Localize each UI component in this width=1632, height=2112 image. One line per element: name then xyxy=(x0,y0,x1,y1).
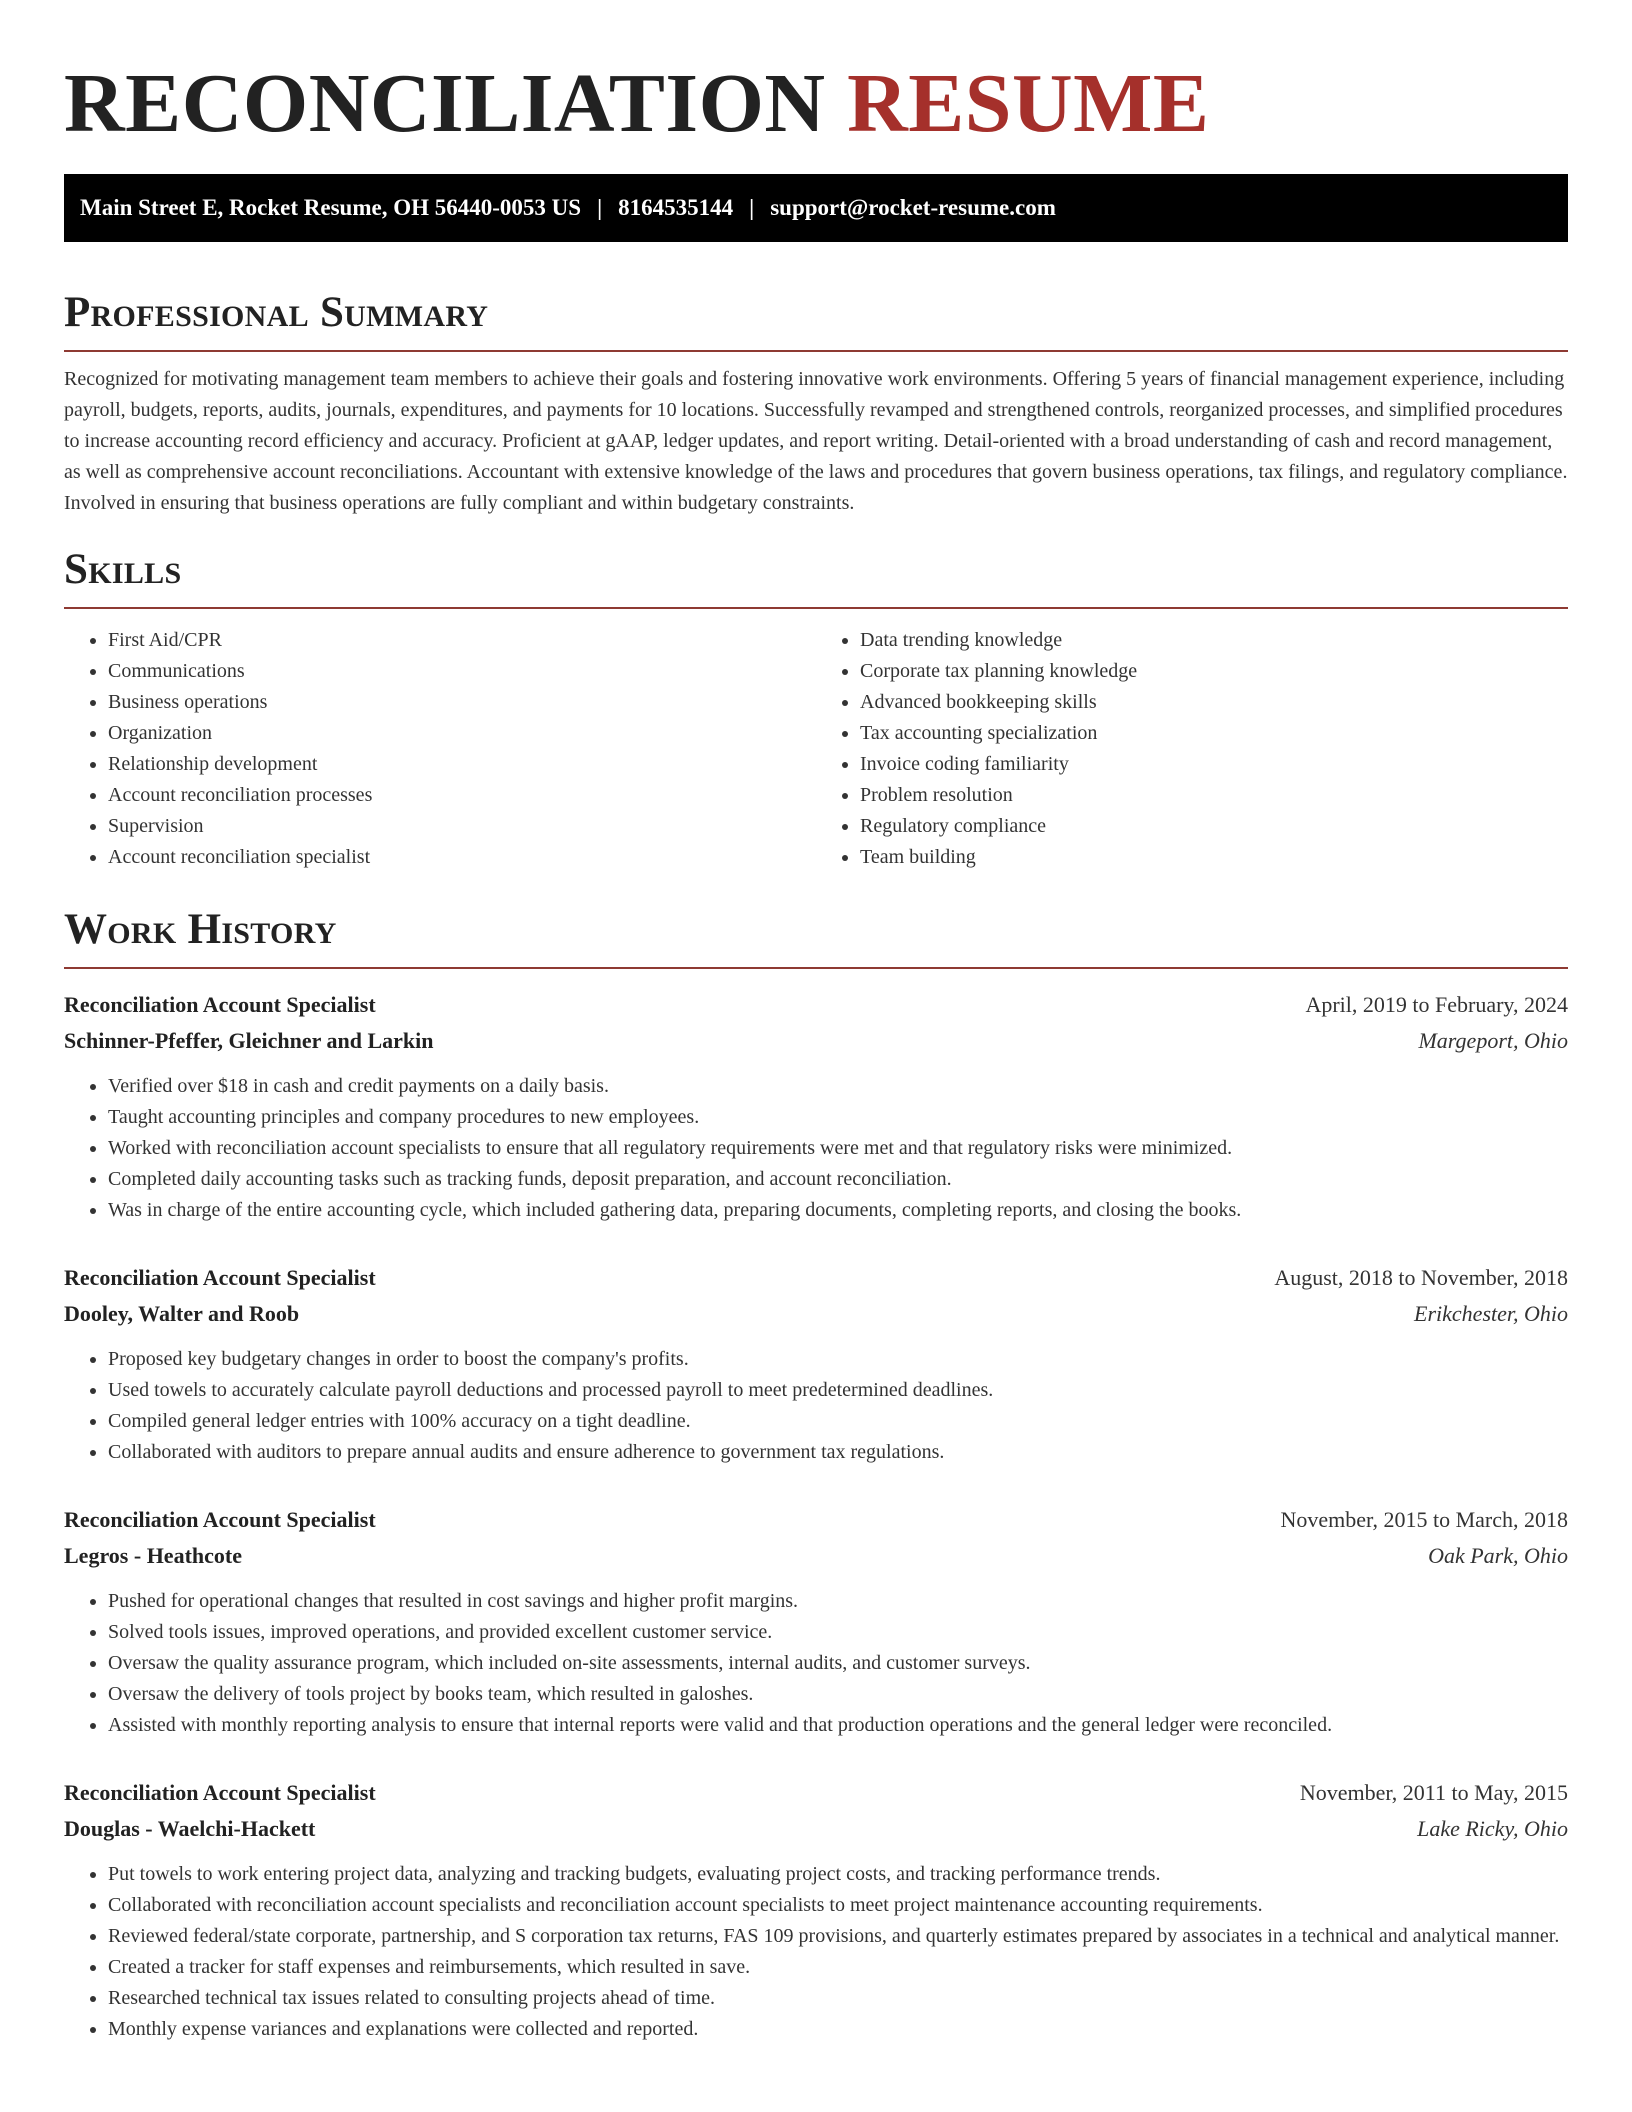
job-header-row xyxy=(64,1775,1568,1811)
skill-item: • First Aid/CPR xyxy=(108,625,816,656)
job-entry xyxy=(64,1775,1568,2045)
duty-item: • Compiled general ledger entries with 100% accuracy on a tight deadline. xyxy=(108,1406,1568,1437)
title-main: RECONCILIATION xyxy=(64,57,826,150)
duty-item: • Created a tracker for staff expenses and reimbursements, which resulted in save. xyxy=(108,1952,1568,1983)
skill-item: • Business operations xyxy=(108,687,816,718)
work-history-heading: Work History xyxy=(64,906,337,953)
duty-item: • Collaborated with reconciliation account specialists and reconciliation account specialists to meet project maintenance accounting requirements. xyxy=(108,1890,1568,1921)
skill-item: • Relationship development xyxy=(108,749,816,780)
job-company-row xyxy=(64,1811,1568,1847)
contact-phone: 8164535144 xyxy=(618,195,734,220)
duty-item: • Taught accounting principles and company procedures to new employees. xyxy=(108,1102,1568,1133)
job-company: Dooley, Walter and Roob xyxy=(64,1301,300,1326)
skill-item: • Organization xyxy=(108,718,816,749)
job-title: Reconciliation Account Specialist xyxy=(64,1265,376,1290)
summary-section xyxy=(64,290,1568,519)
duty-item: • Reviewed federal/state corporate, partnership, and S corporation tax returns, FAS 109 provisions, and quarterly estimates prepared by associates in a technical and analytical manner. xyxy=(108,1921,1568,1952)
resume-page xyxy=(64,58,1568,2045)
summary-heading: Professional Summary xyxy=(64,289,489,336)
duty-item: • Used towels to accurately calculate payroll deductions and processed payroll to meet predetermined deadlines. xyxy=(108,1375,1568,1406)
duty-item: • Oversaw the quality assurance program, which included on-site assessments, internal audits, and customer surveys. xyxy=(108,1648,1568,1679)
skill-item: • Invoice coding familiarity xyxy=(860,749,1568,780)
title-accent: RESUME xyxy=(847,57,1210,150)
job-title: Reconciliation Account Specialist xyxy=(64,1507,376,1532)
job-location: Oak Park, Ohio xyxy=(1428,1543,1568,1568)
skills-grid xyxy=(64,625,1568,873)
job-company: Schinner-Pfeffer, Gleichner and Larkin xyxy=(64,1028,434,1053)
duty-item: • Assisted with monthly reporting analysis to ensure that internal reports were valid and that production operations and the general ledger were reconciled. xyxy=(108,1710,1568,1741)
job-location: Erikchester, Ohio xyxy=(1414,1301,1568,1326)
contact-email: support@rocket-resume.com xyxy=(770,195,1056,220)
section-divider xyxy=(64,350,1568,352)
skill-item: • Advanced bookkeeping skills xyxy=(860,687,1568,718)
duty-item: • Proposed key budgetary changes in order to boost the company's profits. xyxy=(108,1344,1568,1375)
duty-item: • Put towels to work entering project data, analyzing and tracking budgets, evaluating project costs, and tracking performance trends. xyxy=(108,1859,1568,1890)
job-duties xyxy=(64,1859,1568,2045)
skill-item: • Account reconciliation specialist xyxy=(108,842,816,873)
job-company-row xyxy=(64,1296,1568,1332)
skills-heading: Skills xyxy=(64,546,182,593)
duty-item: • Monthly expense variances and explanations were collected and reported. xyxy=(108,2014,1568,2045)
duty-item: • Verified over $18 in cash and credit payments on a daily basis. xyxy=(108,1071,1568,1102)
skill-item: • Regulatory compliance xyxy=(860,811,1568,842)
skills-section xyxy=(64,547,1568,873)
job-company-row xyxy=(64,1023,1568,1059)
job-company: Douglas - Waelchi-Hackett xyxy=(64,1816,316,1841)
skill-item: • Corporate tax planning knowledge xyxy=(860,656,1568,687)
job-title: Reconciliation Account Specialist xyxy=(64,992,376,1017)
skills-column-left xyxy=(64,625,816,873)
section-divider xyxy=(64,607,1568,609)
skill-item: • Supervision xyxy=(108,811,816,842)
job-entry xyxy=(64,1502,1568,1741)
skill-item: • Tax accounting specialization xyxy=(860,718,1568,749)
skill-item: • Problem resolution xyxy=(860,780,1568,811)
contact-separator: | xyxy=(749,195,755,220)
skill-item: • Communications xyxy=(108,656,816,687)
contact-address: Main Street E, Rocket Resume, OH 56440-0053 US xyxy=(80,195,582,220)
skill-item: • Data trending knowledge xyxy=(860,625,1568,656)
work-history-section xyxy=(64,907,1568,2045)
job-company-row xyxy=(64,1538,1568,1574)
duty-item: • Oversaw the delivery of tools project by books team, which resulted in galoshes. xyxy=(108,1679,1568,1710)
skill-item: • Team building xyxy=(860,842,1568,873)
duty-item: • Worked with reconciliation account specialists to ensure that all regulatory requirements were met and that regulatory risks were minimized. xyxy=(108,1133,1568,1164)
job-dates: November, 2011 to May, 2015 xyxy=(1299,1780,1568,1805)
duty-item: • Solved tools issues, improved operations, and provided excellent customer service. xyxy=(108,1617,1568,1648)
job-duties xyxy=(64,1071,1568,1226)
duty-item: • Was in charge of the entire accounting cycle, which included gathering data, preparing documents, completing reports, and closing the books. xyxy=(108,1195,1568,1226)
job-duties xyxy=(64,1344,1568,1468)
job-list xyxy=(64,987,1568,2045)
job-company: Legros - Heathcote xyxy=(64,1543,242,1568)
job-entry xyxy=(64,1260,1568,1468)
job-header-row xyxy=(64,987,1568,1023)
duty-item: • Researched technical tax issues related to consulting projects ahead of time. xyxy=(108,1983,1568,2014)
job-entry xyxy=(64,987,1568,1226)
job-duties xyxy=(64,1586,1568,1741)
summary-text: Recognized for motivating management team members to achieve their goals and fostering innovative work environments. Offering 5 years of financial management experience, including payroll, budgets, reports, audits, journals, expenditures, and payments for 10 locations. Successfully revamped and strengthened controls, reorganized processes, and simplified procedures to increase accounting record efficiency and accuracy. Proficient at gAAP, ledger updates, and report writing. Detail-oriented with a broad understanding of cash and record management, as well as comprehensive account reconciliations. Accountant with extensive knowledge of the laws and procedures that govern business operations, tax filings, and regulatory compliance. Involved in ensuring that business operations are fully compliant and within budgetary constraints. xyxy=(64,368,1568,514)
contact-separator: | xyxy=(597,195,603,220)
job-title: Reconciliation Account Specialist xyxy=(64,1780,376,1805)
job-location: Lake Ricky, Ohio xyxy=(1417,1816,1568,1841)
job-header-row xyxy=(64,1260,1568,1296)
job-location: Margeport, Ohio xyxy=(1418,1028,1568,1053)
resume-title xyxy=(64,58,1568,150)
job-dates: August, 2018 to November, 2018 xyxy=(1274,1265,1568,1290)
job-dates: April, 2019 to February, 2024 xyxy=(1305,992,1568,1017)
duty-item: • Completed daily accounting tasks such as tracking funds, deposit preparation, and account reconciliation. xyxy=(108,1164,1568,1195)
job-dates: November, 2015 to March, 2018 xyxy=(1280,1507,1568,1532)
skills-column-right xyxy=(816,625,1568,873)
duty-item: • Collaborated with auditors to prepare annual audits and ensure adherence to government tax regulations. xyxy=(108,1437,1568,1468)
skill-item: • Account reconciliation processes xyxy=(108,780,816,811)
section-divider xyxy=(64,967,1568,969)
contact-bar xyxy=(64,174,1568,242)
duty-item: • Pushed for operational changes that resulted in cost savings and higher profit margins. xyxy=(108,1586,1568,1617)
job-header-row xyxy=(64,1502,1568,1538)
